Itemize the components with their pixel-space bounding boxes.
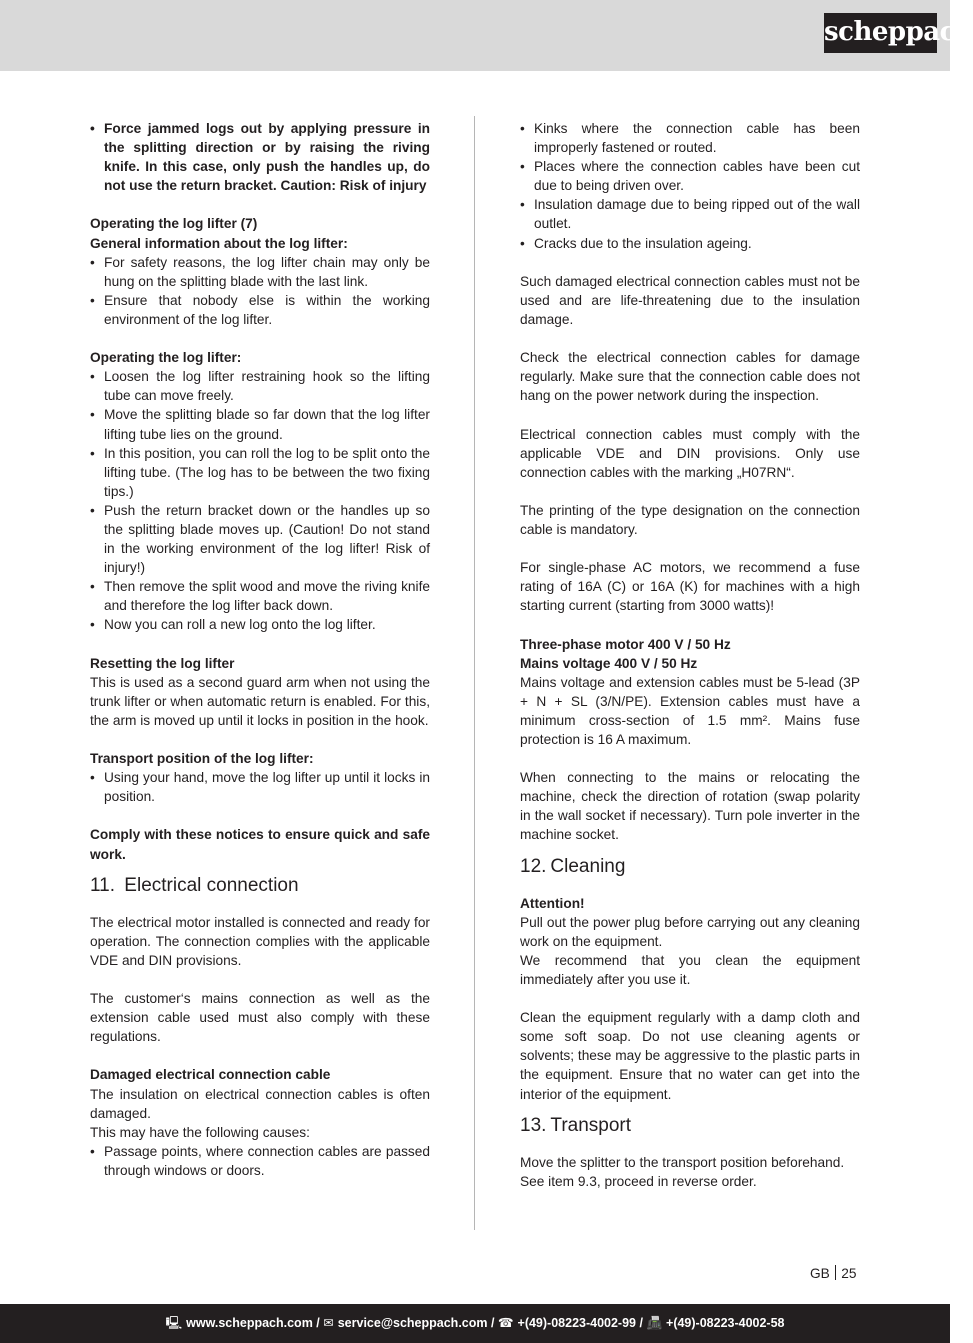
- transport-position-list: [90, 768, 430, 806]
- page-index: 25: [841, 1266, 857, 1281]
- list-item: • Loosen the log lifter restraining hook so the lifting tube can move freely.: [90, 367, 430, 405]
- jam-list: [90, 119, 430, 195]
- list-item: • Force jammed logs out by applying pressure in the splitting direction or by raising the riving knife. In this case, only push the handles up, do not use the return bracket. Caution: Risk of injury: [90, 119, 430, 195]
- section-heading-11: 11. Electrical connection: [90, 874, 299, 896]
- attention-label: Attention!: [520, 895, 585, 911]
- causes-list: [90, 1142, 430, 1180]
- paragraph: The insulation on electrical connection cables is often damaged.: [90, 1086, 430, 1121]
- footer-website[interactable]: www.scheppach.com /: [186, 1316, 320, 1330]
- list-item: • Now you can roll a new log onto the log lifter.: [90, 615, 430, 634]
- scheppach-logo: scheppach: [824, 13, 937, 53]
- subheading: Operating the log lifter:: [90, 350, 242, 366]
- list-item: • Then remove the split wood and move the riving knife and therefore the log lifter back down.: [90, 577, 430, 615]
- operating-list: [90, 367, 430, 634]
- section-heading-12: 12. Cleaning: [520, 855, 626, 877]
- paragraph: When connecting to the mains or relocating the machine, check the direction of rotation (swap polarity in the wall socket if necessary). Turn pole inverter in the machine socket.: [520, 770, 860, 843]
- paragraph: Move the splitter to the transport position beforehand.: [520, 1154, 845, 1170]
- subheading: General information about the log lifter:: [90, 235, 348, 251]
- section-heading-13: 13. Transport: [520, 1114, 632, 1136]
- subheading: Mains voltage 400 V / 50 Hz: [520, 655, 698, 671]
- paragraph: Such damaged electrical connection cables must not be used and are life-threatening due to the insulation damage.: [520, 273, 860, 327]
- subheading: Operating the log lifter (7): [90, 216, 258, 232]
- paragraph: For single-phase AC motors, we recommend a fuse rating of 16A (C) or 16A (K) for machines with a high starting current (starting from 3000 watts)!: [520, 560, 860, 614]
- causes-list-continued: [520, 119, 860, 253]
- right-column: [520, 119, 860, 1191]
- page-footer: [0, 1304, 950, 1343]
- paragraph: We recommend that you clean the equipment immediately after you use it.: [520, 952, 860, 987]
- list-item: • Ensure that nobody else is within the working environment of the log lifter.: [90, 291, 430, 329]
- computer-icon: 🖳: [165, 1316, 183, 1330]
- paragraph: This may have the following causes:: [90, 1124, 310, 1140]
- paragraph: Electrical connection cables must comply with the applicable VDE and DIN provisions. Only use connection cables with the marking „H07RN“.: [520, 426, 860, 480]
- list-item: • Cracks due to the insulation ageing.: [520, 234, 860, 253]
- page-number: [810, 1264, 857, 1283]
- list-item: • For safety reasons, the log lifter chain may only be hung on the splitting blade with the last link.: [90, 253, 430, 291]
- list-item: • Insulation damage due to being ripped out of the wall outlet.: [520, 195, 860, 233]
- language-code: GB: [810, 1266, 830, 1281]
- paragraph: The customer‘s mains connection as well as the extension cable used must also comply with these regulations.: [90, 991, 430, 1045]
- list-item: • Places where the connection cables have been cut due to being driven over.: [520, 157, 860, 195]
- subheading: Resetting the log lifter: [90, 655, 235, 671]
- subheading: Three-phase motor 400 V / 50 Hz: [520, 636, 731, 652]
- list-item: • Passage points, where connection cables are passed through windows or doors.: [90, 1142, 430, 1180]
- list-item: • Kinks where the connection cable has been improperly fastened or routed.: [520, 119, 860, 157]
- paragraph: The printing of the type designation on the connection cable is mandatory.: [520, 502, 860, 537]
- paragraph: Pull out the power plug before carrying out any cleaning work on the equipment.: [520, 914, 860, 949]
- footer-email[interactable]: service@scheppach.com /: [337, 1316, 495, 1330]
- list-item: • Move the splitting blade so far down that the log lifter lifting tube lies on the ground.: [90, 405, 430, 443]
- comply-notice: Comply with these notices to ensure quick and safe work.: [90, 827, 430, 862]
- list-item: • In this position, you can roll the log to be split onto the lifting tube. (The log has to be between the two fixing tips.): [90, 444, 430, 501]
- left-column: [90, 119, 430, 1180]
- paragraph: Check the electrical connection cables for damage regularly. Make sure that the connection cable does not hang on the power network during the inspection.: [520, 350, 860, 404]
- list-item: • Using your hand, move the log lifter up until it locks in position.: [90, 768, 430, 806]
- phone-icon: ☎: [497, 1316, 514, 1330]
- fax-icon: 📠: [646, 1316, 663, 1330]
- footer-fax: +(49)-08223-4002-58: [666, 1316, 785, 1330]
- paragraph: Clean the equipment regularly with a damp cloth and some soft soap. Do not use cleaning agents or solvents; these may be aggressive to the plastic parts in the equipment. Ensure that no water can get into the interior of the equipment.: [520, 1010, 860, 1102]
- subheading: Damaged electrical connection cable: [90, 1067, 331, 1083]
- list-item: • Push the return bracket down or the handles up so the splitting blade moves up. (Caution! Do not stand in the working environment of the log lifter! Risk of injury!): [90, 501, 430, 577]
- footer-phone: +(49)-08223-4002-99 /: [517, 1316, 643, 1330]
- email-icon: ✉: [323, 1316, 334, 1330]
- paragraph: See item 9.3, proceed in reverse order.: [520, 1173, 757, 1189]
- column-divider: [474, 116, 475, 1230]
- divider-bar: [835, 1265, 837, 1280]
- paragraph: This is used as a second guard arm when not using the trunk lifter or when automatic return is enabled. For this, the arm is moved up until it locks in position in the hook.: [90, 674, 430, 728]
- paragraph: The electrical motor installed is connected and ready for operation. The connection complies with the applicable VDE and DIN provisions.: [90, 914, 430, 968]
- general-info-list: [90, 253, 430, 329]
- paragraph: Mains voltage and extension cables must be 5-lead (3P + N + SL (3/N/PE). Extension cables must have a minimum cross-section of 1.5 mm². Mains fuse protection is 16 A maximum.: [520, 674, 860, 747]
- subheading: Transport position of the log lifter:: [90, 751, 314, 767]
- page-header: [0, 0, 973, 71]
